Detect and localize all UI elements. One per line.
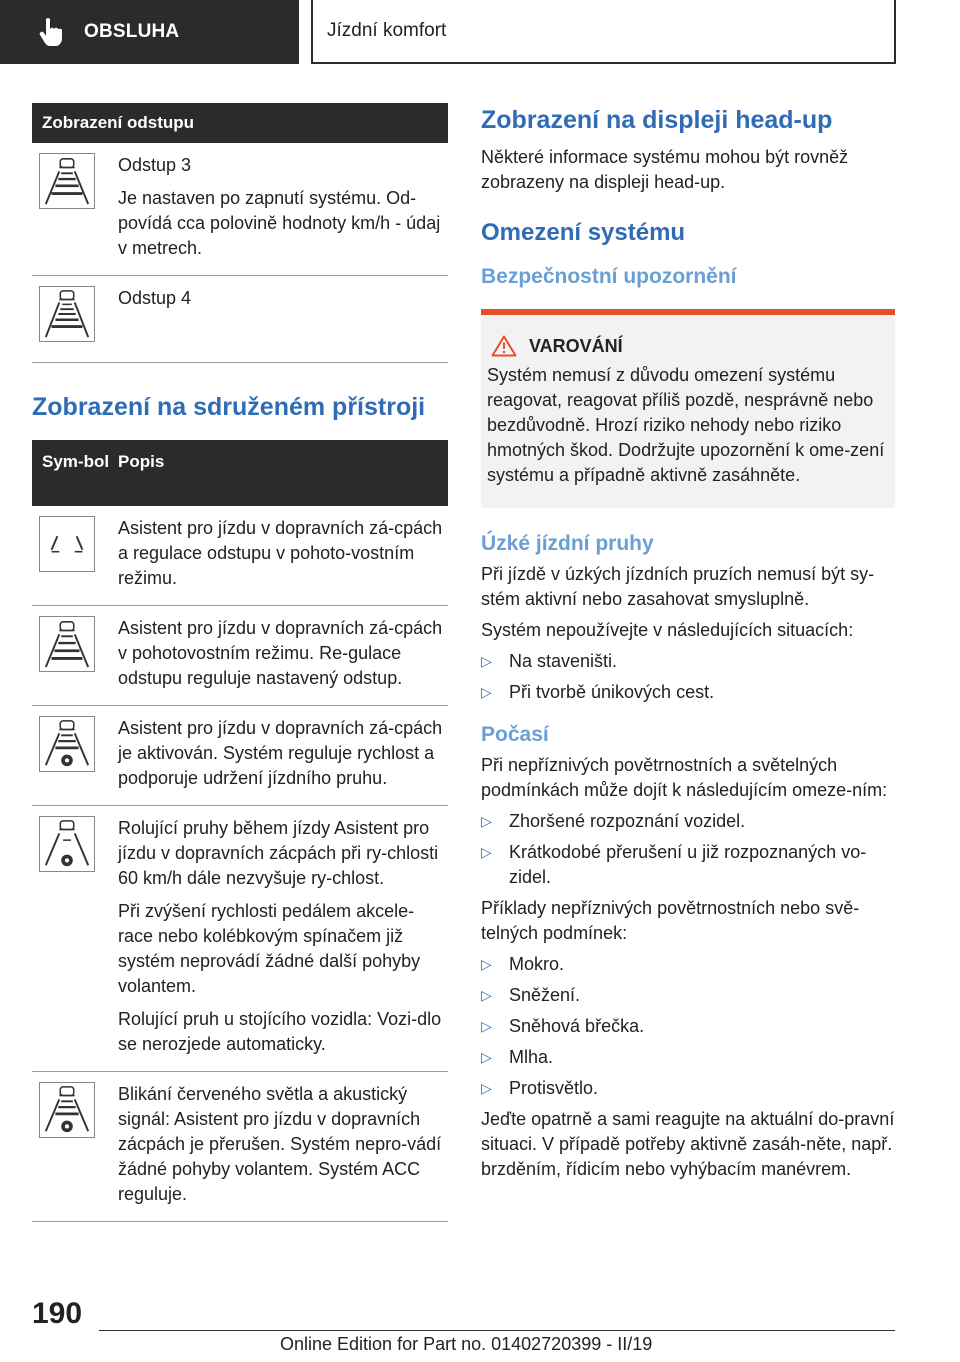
row-text: Rolující pruh u stojícího vozidla: Vozi-dlo se nerozjede automaticky. [118, 1009, 442, 1054]
triangle-bullet-icon: ▷ [481, 1018, 492, 1034]
hud-text: Některé informace systému mohou být rovněž zobrazeny na displeji head-up. [481, 147, 849, 192]
edition-text: Online Edition for Part no. 01402720399 - II/19 [280, 1334, 653, 1354]
section-label: OBSLUHA [84, 21, 180, 42]
rolling-lanes-icon [39, 816, 95, 872]
list-item: ▷ Zhoršené rozpoznání vozidel. [481, 809, 895, 834]
list-item: ▷ Na staveništi. [481, 649, 895, 674]
list-item: ▷ Mlha. [481, 1045, 895, 1070]
triangle-bullet-icon: ▷ [481, 813, 492, 829]
header-title-box [311, 0, 896, 64]
traffic-jam-standby-icon [39, 616, 95, 672]
hand-pointer-icon [38, 17, 64, 47]
left-column [32, 103, 448, 1222]
page-number: 190 [32, 1297, 83, 1330]
narrow-lanes-intro: Systém nepoužívejte v následujících situacích: [481, 620, 854, 640]
col-symbol-header: Sym-bol [42, 452, 110, 471]
footer-divider [99, 1330, 895, 1331]
weather-list [481, 809, 895, 890]
list-item: ▷ Protisvětlo. [481, 1076, 895, 1101]
distance-table-heading: Zobrazení odstupu [32, 103, 448, 143]
triangle-bullet-icon: ▷ [481, 844, 492, 860]
table-row [32, 506, 448, 606]
triangle-bullet-icon: ▷ [481, 956, 492, 972]
car-distance-3-icon [39, 153, 95, 209]
triangle-bullet-icon: ▷ [481, 987, 492, 1003]
safety-heading: Bezpečnostní upozornění [481, 265, 737, 288]
narrow-lanes-text: Při jízdě v úzkých jízdních pruzích nemusí být sy-stém aktivní nebo zasahovat smysluplně. [481, 564, 875, 609]
cluster-heading: Zobrazení na sdruženém přístroji [32, 393, 426, 421]
table-row [32, 806, 448, 1072]
row-text: Asistent pro jízdu v dopravních zá-cpách je aktivován. Systém reguluje rychlost a podporuje udržení jízdního pruhu. [118, 718, 443, 788]
table-row [32, 706, 448, 806]
triangle-bullet-icon: ▷ [481, 1049, 492, 1065]
triangle-bullet-icon: ▷ [481, 684, 492, 700]
row-text: Blikání červeného světla a akustický signál: Asistent pro jízdu v dopravních zácpách je přerušen. Systém nepro-vádí žádné pohyby volantem. Systém ACC reguluje. [118, 1084, 442, 1204]
table-row [32, 143, 448, 276]
traffic-jam-active-icon [39, 716, 95, 772]
lane-lines-icon [39, 516, 95, 572]
list-item: ▷ Mokro. [481, 952, 895, 977]
examples-intro: Příklady nepříznivých povětrnostních nebo svě-telných podmínek: [481, 898, 860, 943]
table-row [32, 276, 448, 363]
list-item: ▷ Sněhová břečka. [481, 1014, 895, 1039]
narrow-lanes-list [481, 649, 895, 705]
row-text: Asistent pro jízdu v dopravních zá-cpách v pohotovostním režimu. Re-gulace odstupu reguluje nastavený odstup. [118, 618, 443, 688]
symbol-table-header [32, 440, 448, 506]
warning-triangle-icon [491, 335, 517, 357]
header-section-tab [0, 0, 299, 64]
examples-list [481, 952, 895, 1101]
row-text: Při zvýšení rychlosti pedálem akcele-race nebo kolébkovým spínačem již systém neprovádí žádné další pohyby volantem. [118, 901, 421, 996]
row-text: Odstup 4 [118, 288, 192, 308]
warning-title: VAROVÁNÍ [529, 335, 623, 356]
warning-box [481, 309, 895, 508]
traffic-jam-interrupted-icon [39, 1082, 95, 1138]
list-item: ▷ Sněžení. [481, 983, 895, 1008]
list-item: ▷ Při tvorbě únikových cest. [481, 680, 895, 705]
row-text: Odstup 3 [118, 155, 192, 175]
closing-text: Jeďte opatrně a sami reagujte na aktuální do-pravní situaci. V případě potřeby aktivně zasáh-něte, např. brzděním, řídicím nebo vyhýbacím manévrem. [481, 1109, 895, 1179]
row-text: Je nastaven po zapnutí systému. Od-povídá cca polovině hodnoty km/h - údaj v metrech. [118, 188, 441, 258]
weather-text: Při nepříznivých povětrnostních a světelných podmínkách může dojít k následujícím omeze-ním: [481, 755, 888, 800]
weather-heading: Počasí [481, 723, 549, 746]
col-desc-header: Popis [118, 452, 165, 471]
limits-heading: Omezení systému [481, 219, 686, 246]
triangle-bullet-icon: ▷ [481, 653, 492, 669]
table-row [32, 1072, 448, 1222]
row-text: Asistent pro jízdu v dopravních zá-cpách a regulace odstupu v pohoto-vostním režimu. [118, 518, 443, 588]
table-row [32, 606, 448, 706]
list-item: ▷ Krátkodobé přerušení u již rozpoznaných vo-zidel. [481, 840, 895, 890]
triangle-bullet-icon: ▷ [481, 1080, 492, 1096]
row-text: Rolující pruhy během jízdy Asistent pro jízdu v dopravních zácpách při ry-chlosti 60 km/h dále nezvyšuje ry-chlost. [118, 818, 439, 888]
right-column [481, 103, 895, 1182]
hud-heading: Zobrazení na displeji head-up [481, 106, 833, 134]
narrow-lanes-heading: Úzké jízdní pruhy [481, 532, 654, 555]
warning-text: Systém nemusí z důvodu omezení systému reagovat, reagovat příliš pozdě, nesprávně nebo bezdůvodně. Hrozí riziko nehody nebo riziko hmotných škod. Dodržujte upozornění k ome-zení systému a případně aktivně zasáhněte. [487, 365, 885, 485]
chapter-title: Jízdní komfort [327, 20, 447, 41]
car-distance-4-icon [39, 286, 95, 342]
